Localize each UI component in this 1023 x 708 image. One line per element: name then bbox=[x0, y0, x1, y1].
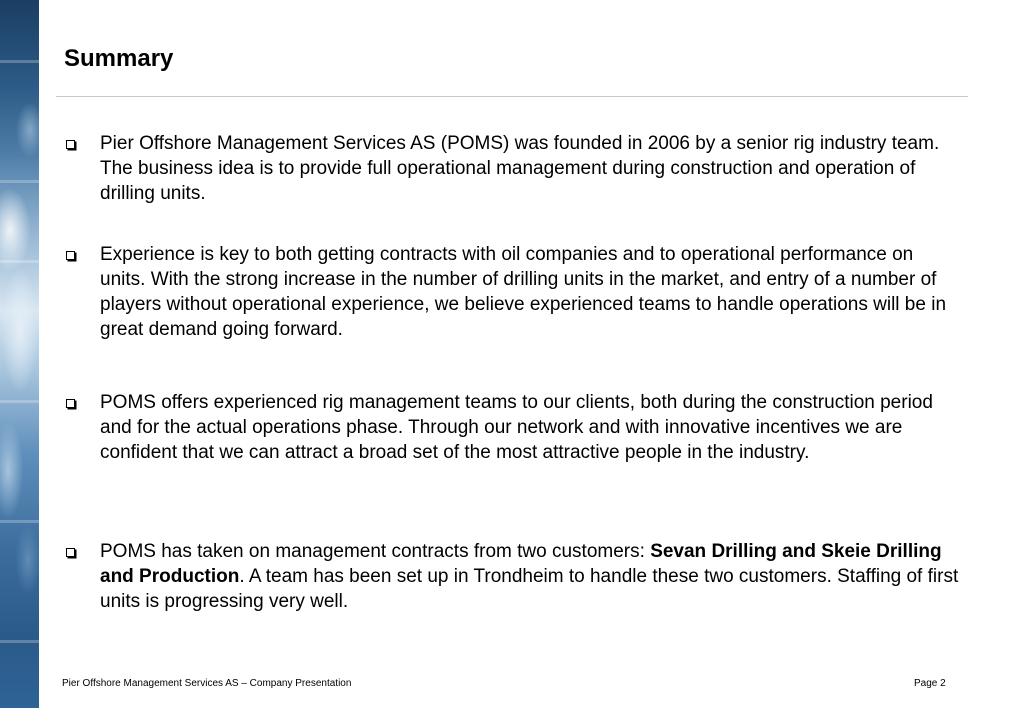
decorative-water-image bbox=[0, 0, 39, 708]
bullet-text: Pier Offshore Management Services AS (POMS) was founded in 2006 by a senior rig industry team. The business idea is to provide full operational management during construction and operation of drilling units. bbox=[100, 133, 940, 204]
checkbox-bullet-icon bbox=[66, 399, 75, 408]
page-title: Summary bbox=[64, 45, 174, 72]
customer-names: Sevan Drilling and Skeie Drilling and Production bbox=[100, 541, 942, 587]
checkbox-bullet-icon bbox=[66, 548, 75, 557]
bullet-text: POMS offers experienced rig management teams to our clients, both during the construction period and for the actual operations phase. Through our network and with innovative incentives we are confident that we can attract a broad set of the most attractive people in the industry. bbox=[100, 392, 933, 463]
title-divider bbox=[56, 96, 968, 97]
bullet-text bbox=[100, 539, 961, 614]
bullet-text-end: . A team has been set up in Trondheim to handle these two customers. Staffing of first units is progressing very well. bbox=[100, 566, 959, 612]
checkbox-bullet-icon bbox=[66, 251, 75, 260]
footer-company: Pier Offshore Management Services AS – Company Presentation bbox=[62, 678, 352, 689]
bullet-text: Experience is key to both getting contracts with oil companies and to operational performance on units. With the strong increase in the number of drilling units in the market, and entry of a number of players without operational experience, we believe experienced teams to handle operations will be in great demand going forward. bbox=[100, 244, 947, 340]
page-number: Page 2 bbox=[914, 678, 946, 689]
checkbox-bullet-icon bbox=[66, 140, 75, 149]
bullet-text-start: POMS has taken on management contracts from two customers: bbox=[100, 541, 651, 562]
